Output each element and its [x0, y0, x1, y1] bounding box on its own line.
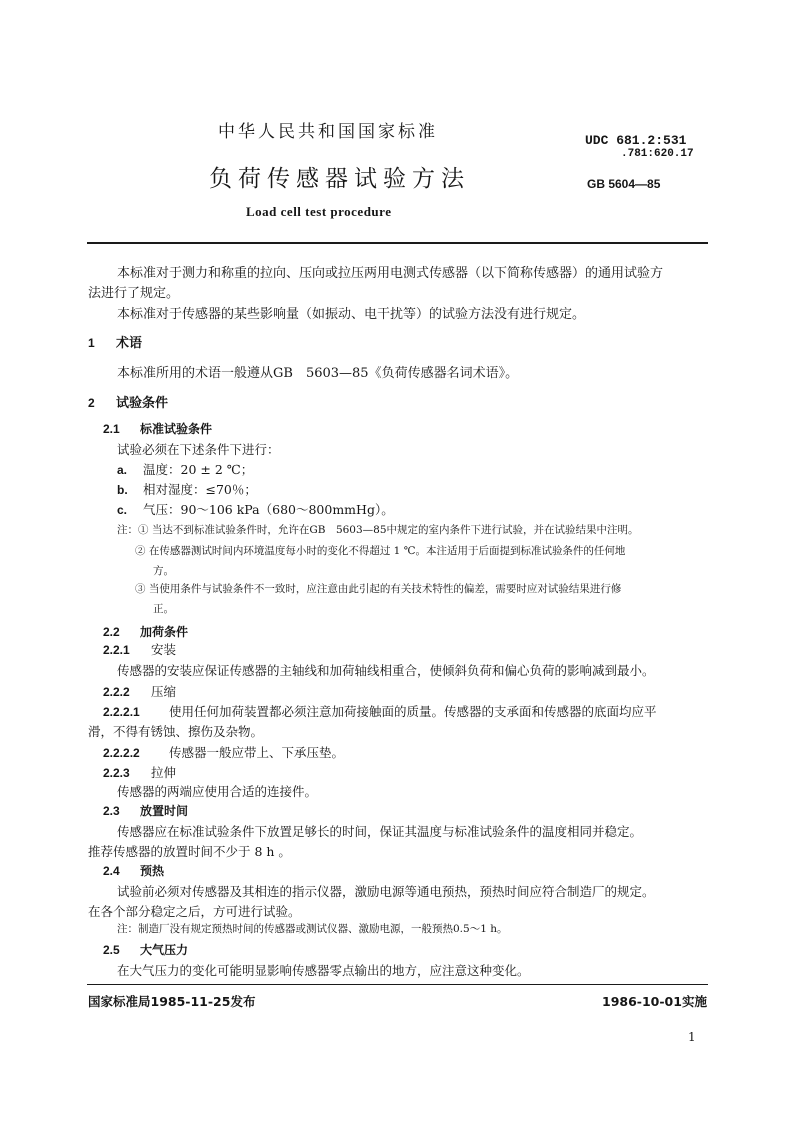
subsection-title: 安装	[151, 642, 177, 657]
page-number: 1	[688, 1030, 696, 1044]
subsection-text: 使用任何加荷装置都必须注意加荷接触面的质量。传感器的支承面和传感器的底面均应平	[169, 704, 657, 719]
footer-divider	[87, 984, 708, 985]
note-1-text: ① 当达不到标准试验条件时，允许在GB 5603—85中规定的室内条件下进行试验，并在试验结果中注明。	[138, 524, 639, 536]
subsection-2-2-3-heading	[103, 763, 176, 781]
english-title: Load cell test procedure	[246, 204, 392, 219]
note-1	[117, 522, 639, 537]
subsection-2-2-2-1-line1	[103, 702, 657, 720]
section-1-heading	[88, 332, 142, 351]
subsection-title: 预热	[140, 864, 165, 878]
subsection-2-2-2-1-line2: 滑，不得有锈蚀、擦伤及杂物。	[88, 724, 264, 739]
intro-paragraph-1-line2: 法进行了规定。	[88, 286, 180, 301]
subsection-2-2-2-heading	[103, 682, 176, 700]
section-1-text: 本标准所用的术语一般遵从GB 5603—85《负荷传感器名词术语》。	[117, 366, 519, 381]
effective-date: 1986-10-01实施	[602, 994, 707, 1009]
subsection-title: 压缩	[151, 684, 177, 699]
note-2-line1: ② 在传感器测试时间内环境温度每小时的变化不得超过 1 ℃。本注适用于后面提到标准试验条件的任何地	[135, 545, 626, 557]
installation-text: 传感器的安装应保证传感器的主轴线和加荷轴线相重合，使倾斜负荷和偏心负荷的影响减到最小。	[117, 663, 655, 678]
subsection-number: 2.4	[103, 864, 120, 878]
intro-paragraph-1-line1: 本标准对于测力和称重的拉向、压向或拉压两用电测式传感器（以下简称传感器）的通用试验方	[117, 266, 664, 281]
subsection-number: 2.3	[103, 804, 120, 818]
section-title: 术语	[116, 336, 143, 351]
subsection-title: 放置时间	[140, 804, 189, 818]
preheat-line1: 试验前必须对传感器及其相连的指示仪器，激励电源等通电预热，预热时间应符合制造厂的规定。	[117, 884, 655, 899]
udc-code-line1: UDC 681.2:531	[585, 133, 687, 148]
pressure-text: 在大气压力的变化可能明显影响传感器零点输出的地方，应注意这种变化。	[117, 963, 530, 978]
section-number: 2	[88, 396, 95, 410]
subsection-title: 大气压力	[140, 943, 189, 957]
subsection-2-5-heading	[103, 941, 188, 958]
subsection-title: 拉伸	[151, 765, 177, 780]
subsection-number: 2.2.2	[103, 685, 130, 699]
item-text: 温度：20 ± 2 ℃；	[143, 462, 254, 477]
test-conditions-intro: 试验必须在下述条件下进行：	[117, 442, 280, 457]
udc-code-line2: .781:620.17	[621, 148, 694, 160]
item-label: a.	[117, 463, 128, 477]
section-2-heading	[88, 392, 168, 411]
header-divider	[87, 242, 708, 244]
note-3-line2: 正。	[153, 603, 174, 615]
placement-time-line1: 传感器应在标准试验条件下放置足够长的时间，保证其温度与标准试验条件的温度相同并稳定。	[117, 824, 643, 839]
section-number: 1	[88, 336, 95, 350]
note-3-line1: ③ 当使用条件与试验条件不一致时，应注意由此引起的有关技术特性的偏差，需要时应对试验结果进行修	[135, 583, 622, 595]
tension-text: 传感器的两端应使用合适的连接件。	[117, 784, 318, 799]
condition-item-b	[117, 480, 257, 498]
condition-item-c	[117, 500, 394, 518]
subsection-number: 2.2.2.2	[103, 746, 140, 760]
subsection-2-1-heading	[103, 420, 212, 437]
intro-paragraph-2: 本标准对于传感器的某些影响量（如振动、电干扰等）的试验方法没有进行规定。	[117, 307, 586, 322]
subsection-number: 2.2	[103, 625, 120, 639]
section-title: 试验条件	[116, 396, 169, 411]
subsection-2-4-heading	[103, 862, 164, 879]
subsection-2-3-heading	[103, 802, 188, 819]
condition-item-a	[117, 460, 253, 478]
subsection-number: 2.5	[103, 943, 120, 957]
subsection-number: 2.2.2.1	[103, 705, 140, 719]
subsection-text: 传感器一般应带上、下承压垫。	[169, 745, 345, 760]
subsection-title: 标准试验条件	[140, 422, 213, 436]
preheat-line2: 在各个部分稳定之后，方可进行试验。	[88, 904, 301, 919]
item-label: b.	[117, 483, 128, 497]
item-text: 气压：90～106 kPa（680～800mmHg）。	[143, 502, 394, 517]
subsection-2-2-1-heading	[103, 640, 176, 658]
preheat-note: 注：制造厂没有规定预热时间的传感器或测试仪器、激励电源，一般预热0.5～1 h。	[117, 923, 508, 935]
subsection-number: 2.2.1	[103, 643, 130, 657]
note-label: 注：	[117, 524, 138, 536]
subsection-number: 2.1	[103, 422, 120, 436]
gb-standard-number: GB 5604—85	[587, 177, 661, 191]
document-title: 负荷传感器试验方法	[209, 166, 470, 192]
item-label: c.	[117, 503, 128, 517]
subsection-title: 加荷条件	[140, 625, 189, 639]
subsection-number: 2.2.3	[103, 766, 130, 780]
subsection-2-2-heading	[103, 623, 188, 640]
placement-time-line2: 推荐传感器的放置时间不少于 8 h 。	[88, 844, 291, 859]
issue-date: 国家标准局1985-11-25发布	[88, 994, 256, 1009]
subsection-2-2-2-2	[103, 743, 344, 761]
item-text: 相对湿度：≤70％；	[143, 482, 257, 497]
issuing-country-standard: 中华人民共和国国家标准	[218, 122, 438, 142]
note-2-line2: 方。	[153, 565, 174, 577]
